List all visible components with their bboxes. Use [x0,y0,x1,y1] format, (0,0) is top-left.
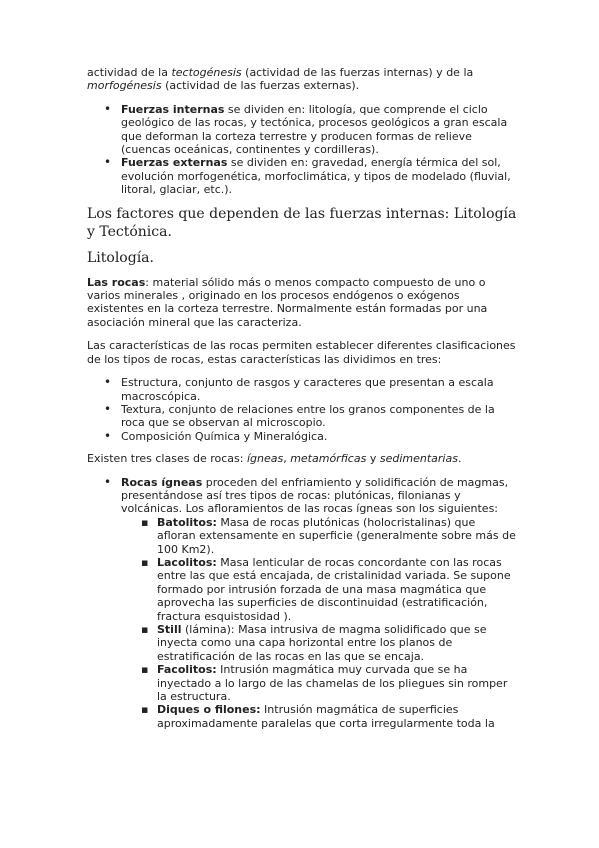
term-still: Still [157,623,182,636]
list-item-text: Masa lenticular de rocas concordante con las rocas entre las que está encajada, de cristalinidad variada. Se supone formado por intrusión forzada de una masa magmática que aprovecha las superficies de discontinuidad (estratificación, fractura esquistosidad ). [157,555,511,623]
list-item: • Estructura, conjunto de rasgos y caracteres que presentan a escala macroscópica. [87,376,517,403]
list-item-text: se dividen en: gravedad, energía térmica del sol, evolución morfogenética, morfoclimática, y tipos de modelado (fluvial, litoral, glaciar, etc.). [121,156,511,197]
term-rocas-igneas: Rocas ígneas [121,475,203,489]
intro-term-tectogenesis: tectogénesis [171,66,242,79]
rocas-igneas-list [87,476,517,731]
intro-paragraph [87,66,517,93]
intro-term-morfogenesis: morfogénesis [87,79,162,93]
list-item-fuerzas-externas [87,156,517,196]
list-item: • Textura, conjunto de relaciones entre los granos componentes de la roca que se observan al microscopio. [87,403,517,430]
term-batolitos: Batolitos: [157,515,217,529]
list-item-text: (lámina): Masa intrusiva de magma solidificado que se inyecta como una capa horizontal entre los planos de estratificación de las rocas en las que se encaja. [157,623,487,663]
rocas-definition-paragraph [87,276,517,330]
forces-list [87,103,517,197]
term-las-rocas: Las rocas [87,275,146,289]
term-diques-o-filones: Diques o filones: [157,703,261,717]
paragraph-text: Existen tres clases de rocas: [87,452,247,466]
section-heading-litologia: Litología. [87,249,154,266]
list-item-text: Masa de rocas plutónicas (holocristalinas) que afloran extensamente en superficie (generalmente sobre más de 100 Km2). [157,515,516,556]
term-metamorficas: metamórficas [290,452,367,466]
term-fuerzas-internas: Fuerzas internas [121,102,225,116]
list-item-rocas-igneas [87,476,517,731]
intro-text: (actividad de las fuerzas externas). [161,79,360,93]
list-item-text: se dividen en: litología, que comprende el ciclo geológico de las rocas, y tectónica, procesos geológicos a gran escala que deforman la corteza terrestre y producen formas de relieve (cuencas oceánicas, continentes y cordilleras). [121,102,508,157]
afloramientos-list [121,516,517,731]
term-facolitos: Facolitos: [157,663,217,677]
paragraph-text: , [283,452,291,466]
caracteristicas-intro-paragraph: Las características de las rocas permiten establecer diferentes clasificaciones de los tipos de rocas, estas características las dividimos en tres: [87,339,516,366]
term-fuerzas-externas: Fuerzas externas [121,156,228,170]
list-item-fuerzas-internas [87,103,517,157]
clases-paragraph [87,452,517,465]
list-item-diques [121,703,517,730]
list-item-facolitos [121,663,517,703]
list-item: • Composición Química y Mineralógica. [87,430,517,443]
paragraph-text: : material sólido más o menos compacto compuesto de uno o varios minerales , originado en los procesos endógenos o exógenos existentes en la corteza terrestre. Normalmente están formadas por una asociación mineral que las caracteriza. [87,275,488,329]
caracteristicas-list [87,376,517,443]
list-item-text: proceden del enfriamiento y solidificación de magmas, presentándose así tres tipos de rocas: plutónicas, filonianas y volcánicas. Los afloramientos de las rocas ígneas son los siguientes: [121,475,509,516]
list-item-text: Intrusión magmática muy curvada que se ha inyectado a lo largo de las chamelas de los pliegues sin romper la estructura. [157,663,508,704]
document-page [87,66,517,730]
list-item-batolitos [121,516,517,556]
term-sedimentarias: sedimentarias [379,452,458,466]
list-item-text: Intrusión magmática de superficies aproximadamente paralelas que corta irregularmente toda la [157,703,495,730]
term-igneas: ígneas [246,452,284,466]
paragraph-text: . [457,452,462,466]
list-item-lacolitos [121,556,517,623]
intro-text: (actividad de las fuerzas internas) y de la [241,66,474,79]
section-heading-factores: Los factores que dependen de las fuerzas internas: Litología y Tectónica. [87,205,517,240]
list-item-still [121,623,517,663]
term-lacolitos: Lacolitos: [157,555,217,569]
intro-text: actividad de la [87,66,172,79]
paragraph-text: y [366,452,380,466]
